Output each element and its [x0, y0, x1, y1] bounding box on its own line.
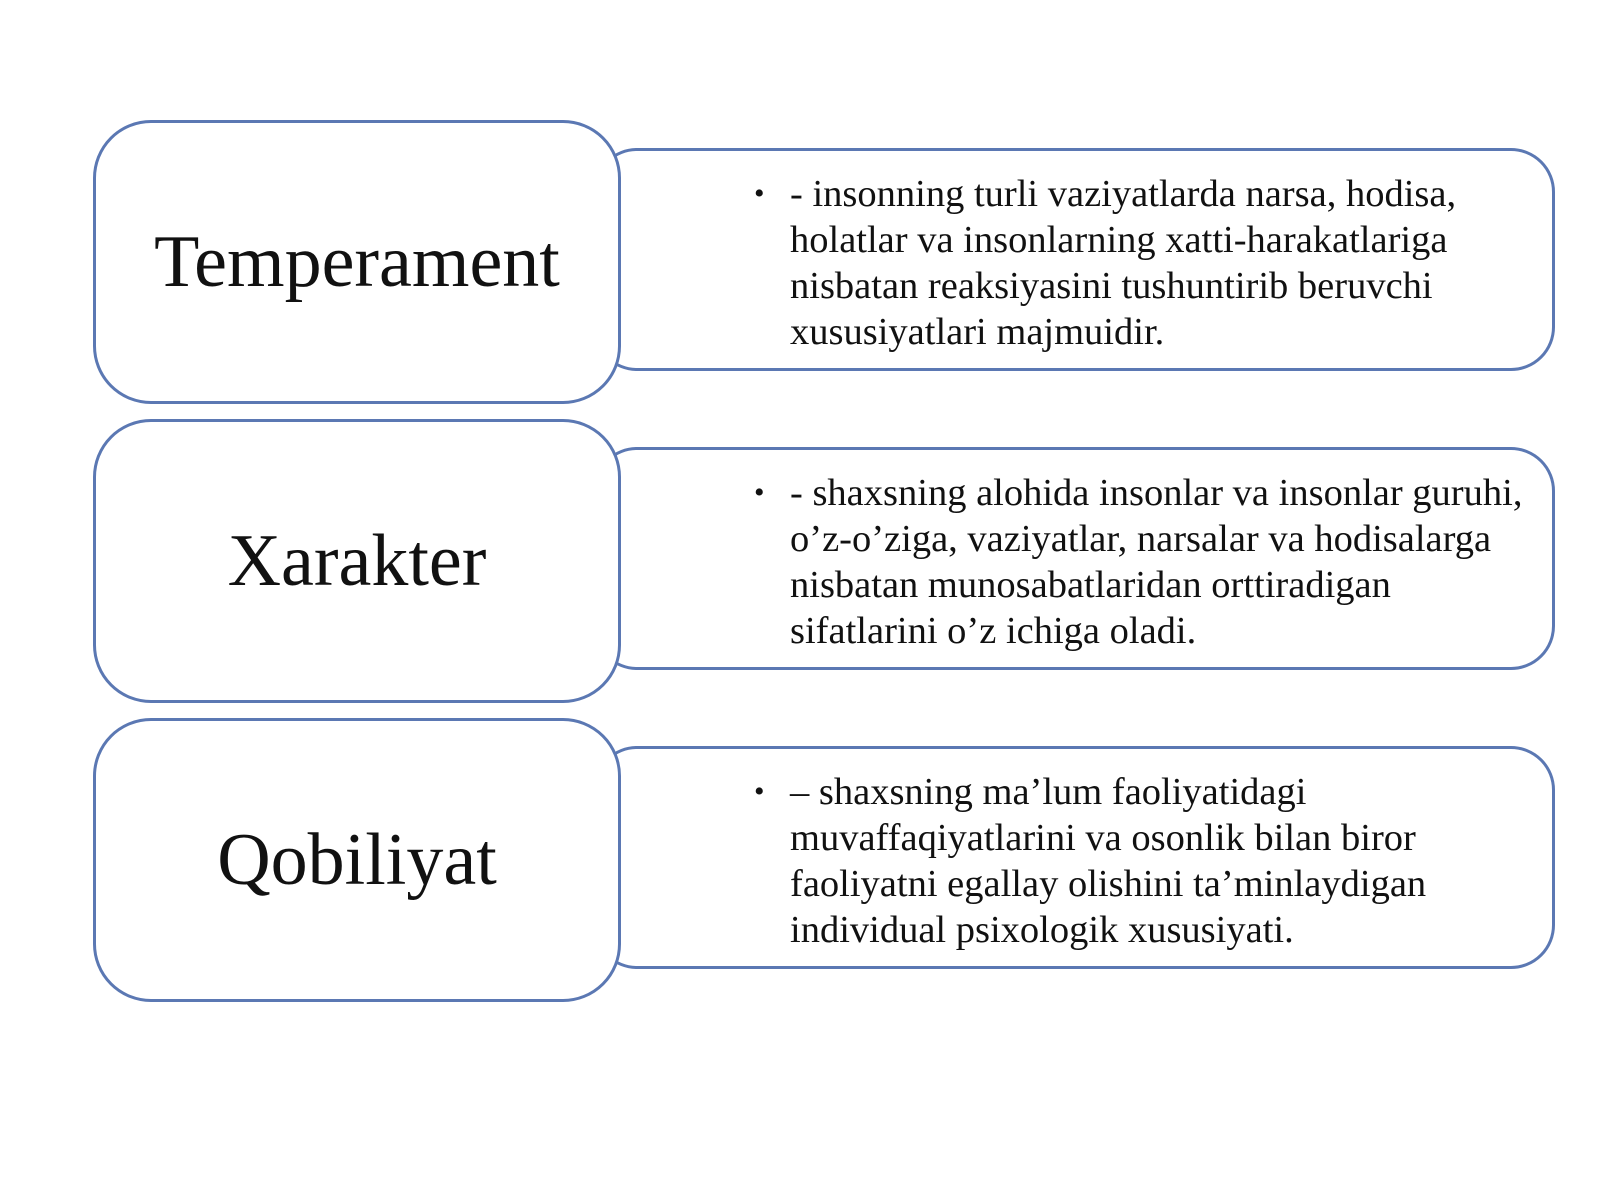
description-box	[593, 148, 1555, 371]
term-label: Temperament	[154, 221, 560, 303]
term-box	[93, 120, 621, 404]
description-box	[593, 447, 1555, 670]
term-box	[93, 419, 621, 703]
definition-row-temperament	[93, 120, 1558, 404]
description-text: - insonning turli vaziyatlarda narsa, hodisa, holatlar va insonlarning xatti-harakatlariga nisbatan reaksiyasini tushuntirib beruvchi xususiyatlari majmuidir.	[790, 173, 1457, 353]
term-label: Xarakter	[227, 520, 487, 602]
term-label: Qobiliyat	[217, 819, 497, 901]
description-text: – shaxsning ma’lum faoliyatidagi muvaffaqiyatlarini va osonlik bilan biror faoliyatni egallay olishini ta’minlaydigan individual psixologik xususiyati.	[790, 771, 1427, 951]
bullet-icon: •	[754, 775, 765, 808]
bullet-icon: •	[754, 177, 765, 210]
description-box	[593, 746, 1555, 969]
description-text: - shaxsning alohida insonlar va insonlar guruhi, o’z-o’ziga, vaziyatlar, narsalar va hodisalarga nisbatan munosabatlaridan orttiradigan sifatlarini o’z ichiga oladi.	[790, 472, 1523, 652]
definition-row-qobiliyat	[93, 718, 1558, 1002]
bullet-icon: •	[754, 476, 765, 509]
term-box	[93, 718, 621, 1002]
definition-row-xarakter	[93, 419, 1558, 703]
